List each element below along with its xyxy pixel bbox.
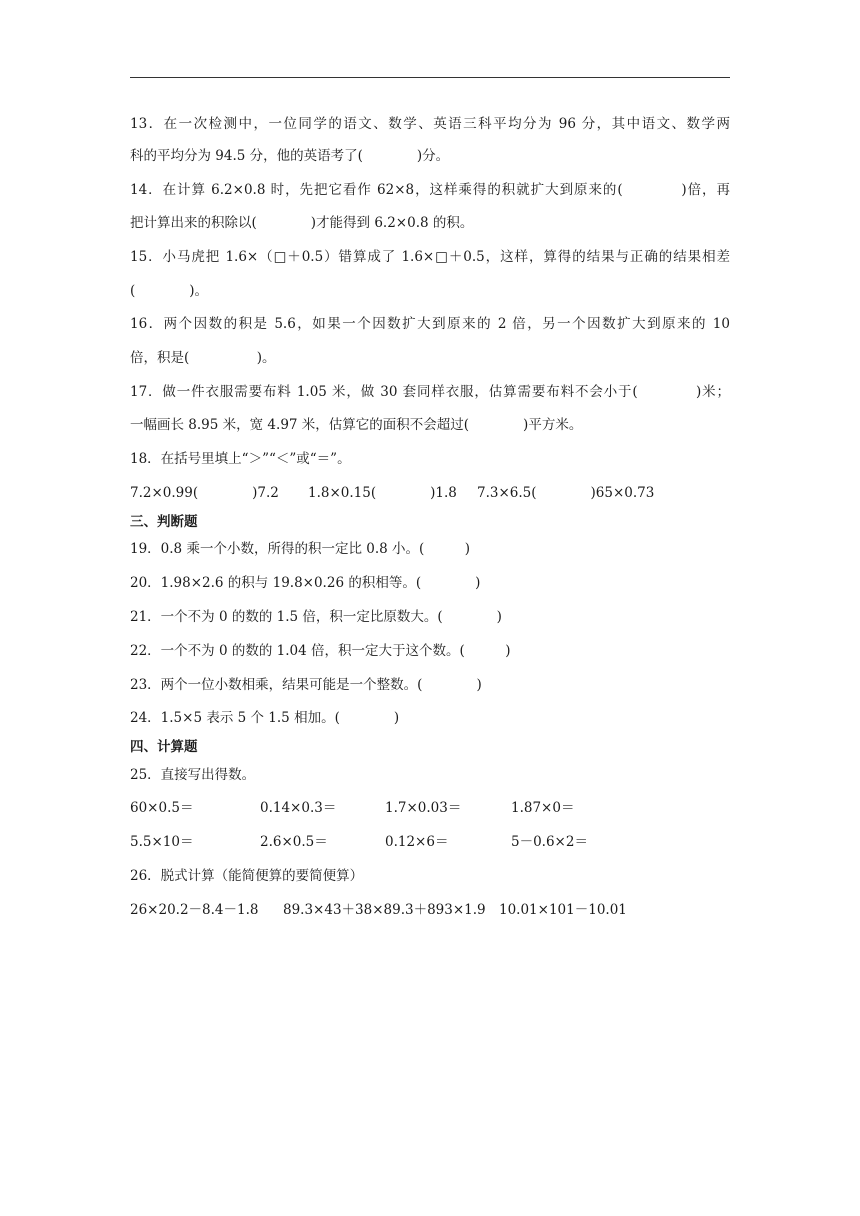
question-14-line-2: 把计算出来的积除以( )才能得到 6.2×0.8 的积。 (130, 215, 474, 231)
header-rule (130, 77, 730, 78)
question-18-item: 7.2×0.99( )7.2 (130, 485, 279, 501)
calc-item: 2.6×0.5＝ (260, 834, 328, 850)
question-13-line-2: 科的平均分为 94.5 分，他的英语考了( )分。 (130, 148, 450, 164)
question-19: 19．0.8 乘一个小数，所得的积一定比 0.8 小。( ) (130, 541, 471, 557)
question-15-line-1: 15．小马虎把 1.6×（□＋0.5）错算成了 1.6×□＋0.5，这样，算得的结果与正确的结果相差 (130, 249, 730, 265)
question-18-items (130, 484, 730, 502)
calc-item: 1.7×0.03＝ (385, 800, 462, 816)
question-26-prompt: 26．脱式计算（能简便算的要简便算） (130, 868, 364, 884)
question-18-item: 1.8×0.15( )1.8 (308, 485, 457, 501)
question-16-line-2: 倍，积是( )。 (130, 350, 276, 366)
question-23: 23．两个一位小数相乘，结果可能是一个整数。( ) (130, 677, 482, 693)
question-24: 24．1.5×5 表示 5 个 1.5 相加。( ) (130, 710, 400, 726)
question-25-row-2 (130, 833, 730, 851)
question-20: 20．1.98×2.6 的积与 19.8×0.26 的积相等。( ) (130, 575, 481, 591)
calc-item: 26×20.2－8.4－1.8 (130, 902, 259, 918)
question-17-line-2: 一幅画长 8.95 米，宽 4.97 米，估算它的面积不会超过( )平方米。 (130, 417, 583, 433)
question-18-line-1: 18．在括号里填上“＞”“＜”或“＝”。 (130, 451, 351, 467)
question-15-line-2: ( )。 (130, 283, 209, 299)
calc-item: 1.87×0＝ (511, 800, 575, 816)
question-14-line-1: 14．在计算 6.2×0.8 时，先把它看作 62×8，这样乘得的积就扩大到原来的( )倍，再 (130, 182, 730, 198)
calc-item: 5.5×10＝ (130, 834, 194, 850)
section-4-title: 四、计算题 (130, 739, 198, 755)
calc-item: 89.3×43＋38×89.3＋893×1.9 (283, 902, 486, 918)
calc-item: 60×0.5＝ (130, 800, 194, 816)
question-25-prompt: 25．直接写出得数。 (130, 767, 256, 783)
question-25-row-1 (130, 799, 730, 817)
question-21: 21．一个不为 0 的数的 1.5 倍，积一定比原数大。( ) (130, 609, 502, 625)
calc-item: 0.12×6＝ (385, 834, 449, 850)
question-18-item: 7.3×6.5( )65×0.73 (477, 485, 655, 501)
question-16-line-1: 16．两个因数的积是 5.6，如果一个因数扩大到原来的 2 倍，另一个因数扩大到原来的 10 (130, 316, 730, 332)
section-3-title: 三、判断题 (130, 514, 198, 530)
calc-item: 0.14×0.3＝ (260, 800, 337, 816)
question-13-line-1: 13．在一次检测中，一位同学的语文、数学、英语三科平均分为 96 分，其中语文、数学两 (130, 116, 730, 132)
question-22: 22．一个不为 0 的数的 1.04 倍，积一定大于这个数。( ) (130, 643, 511, 659)
question-26-items (130, 901, 730, 919)
calc-item: 10.01×101－10.01 (499, 902, 627, 918)
question-17-line-1: 17．做一件衣服需要布料 1.05 米，做 30 套同样衣服，估算需要布料不会小于( )米； (130, 384, 730, 400)
calc-item: 5－0.6×2＝ (511, 834, 588, 850)
